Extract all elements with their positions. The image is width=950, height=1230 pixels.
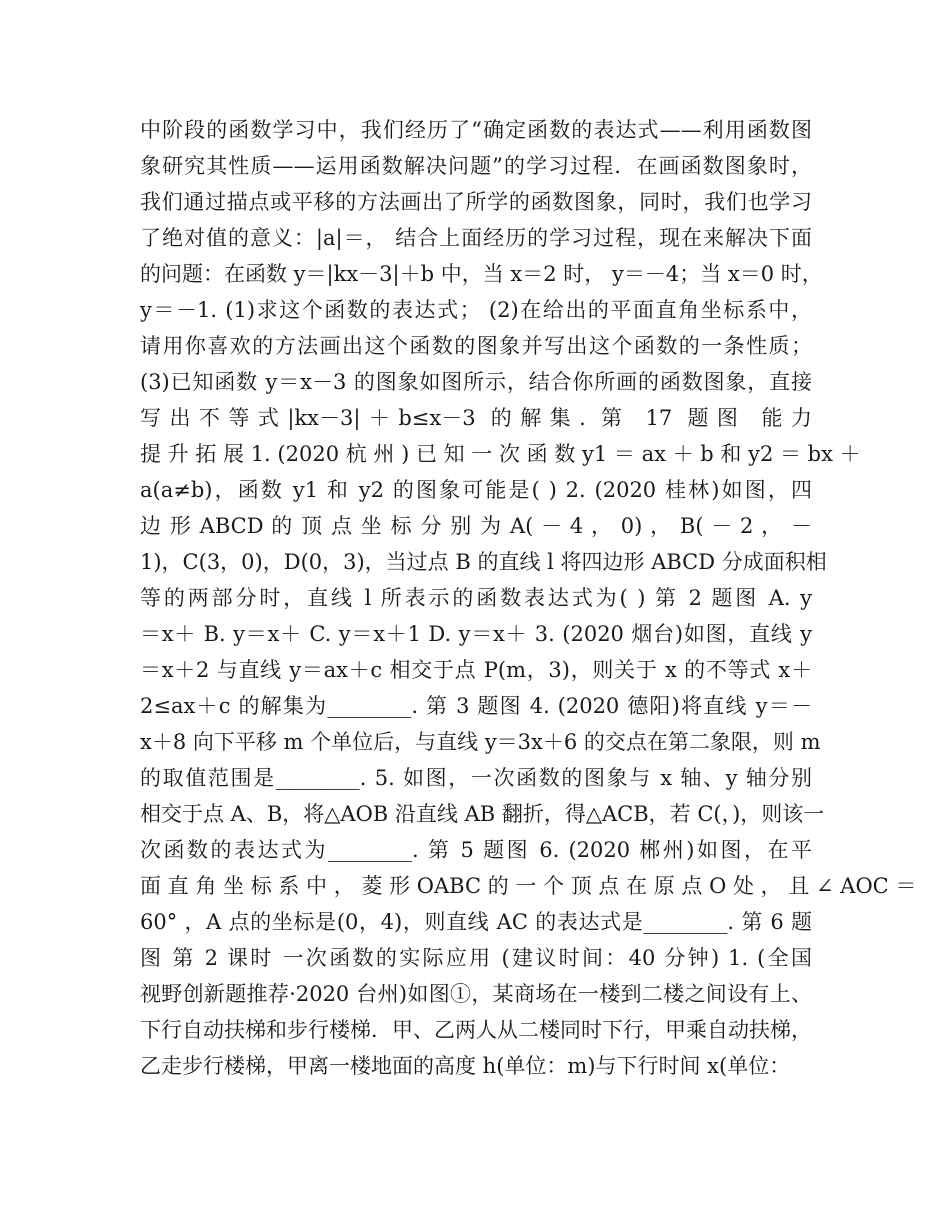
text-line: 次函数的表达式为________. 第 5 题图 6. (2020 郴州)如图，在平 [140,838,812,862]
text-line: 面 直 角 坐 标 系 中 ， 菱 形 OABC 的 一 个 顶 点 在 原 点 O 处 ， 且 ∠ AOC ＝ [140,874,917,898]
text-line: 我们通过描点或平移的方法画出了所学的函数图象，同时，我们也学习 [140,190,812,214]
text-line: 的问题：在函数 y＝|kx－3|＋b 中，当 x＝2 时， y＝－4；当 x＝0 时， [140,262,823,286]
text-line: 的取值范围是________. 5. 如图，一次函数的图象与 x 轴、y 轴分别 [140,766,812,790]
text-line: a(a≠b)，函数 y1 和 y2 的图象可能是( ) 2. (2020 桂林)如图，四 [140,478,812,502]
body-text [140,112,917,1084]
text-line: 提 升 拓 展 1. (2020 杭 州 ) 已 知 一 次 函 数 y1 ＝ ax ＋ b 和 y2 ＝ bx ＋ [140,442,861,466]
text-line: 边 形 ABCD 的 顶 点 坐 标 分 别 为 A( － 4 ， 0) ， B( － 2 ， － [140,514,812,538]
text-line: 下行自动扶梯和步行楼梯．甲、乙两人从二楼同时下行，甲乘自动扶梯， [140,1018,812,1042]
text-line: 1)，C(3，0)，D(0，3)，当过点 B 的直线 l 将四边形 ABCD 分成面积相 [140,550,827,574]
text-line: 中阶段的函数学习中，我们经历了“确定函数的表达式——利用函数图 [140,118,812,142]
text-line: ＝x＋2 与直线 y＝ax＋c 相交于点 P(m，3)，则关于 x 的不等式 x＋ [140,658,812,682]
text-line: 写出不等式|kx－3|＋b≤x－3 的解集. 第 17 题图 能力 [140,406,812,430]
text-line: 60° ，A 点的坐标是(0，4)，则直线 AC 的表达式是________. 第 6 题 [140,910,812,934]
text-line: 相交于点 A、B，将△AOB 沿直线 AB 翻折，得△ACB，若 C(，)，则该一 [140,802,825,826]
text-line: x＋8 向下平移 m 个单位后，与直线 y＝3x＋6 的交点在第二象限，则 m [140,730,821,754]
text-line: 了绝对值的意义：|a|＝， 结合上面经历的学习过程，现在来解决下面 [140,226,812,250]
text-line: 等的两部分时，直线 l 所表示的函数表达式为( ) 第 2 题图 A. y [140,586,812,610]
text-line: (3)已知函数 y＝x－3 的图象如图所示，结合你所画的函数图象，直接 [140,370,812,394]
text-line: ＝x＋ B. y＝x＋ C. y＝x＋1 D. y＝x＋ 3. (2020 烟台)如图，直线 y [140,622,812,646]
text-line: 象研究其性质——运用函数解决问题”的学习过程．在画函数图象时， [140,154,812,178]
text-line: 图 第 2 课时 一次函数的实际应用 (建议时间：40 分钟) 1. (全国 [140,946,812,970]
text-line: 请用你喜欢的方法画出这个函数的图象并写出这个函数的一条性质； [140,334,812,358]
text-line: y＝－1. (1)求这个函数的表达式； (2)在给出的平面直角坐标系中， [140,298,812,322]
text-line: 视野创新题推荐·2020 台州)如图①，某商场在一楼到二楼之间设有上、 [140,982,812,1006]
text-line: 2≤ax＋c 的解集为________. 第 3 题图 4. (2020 德阳)将直线 y＝－ [140,694,812,718]
text-line: 乙走步行楼梯，甲离一楼地面的高度 h(单位：m)与下行时间 x(单位： [140,1054,791,1078]
